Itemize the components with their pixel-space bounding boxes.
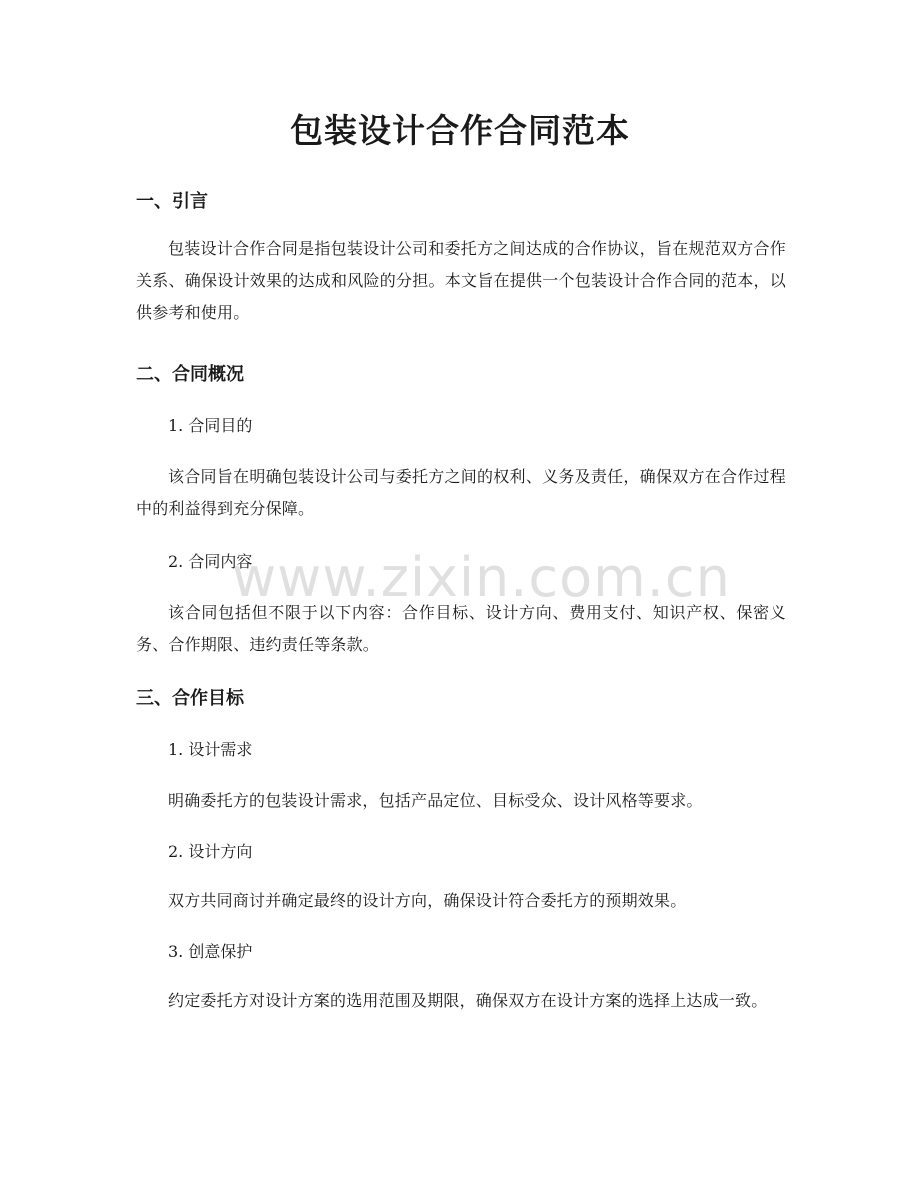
subheading-creative-protection: 3. 创意保护 (168, 942, 253, 961)
paragraph-creative-protection: 约定委托方对设计方案的选用范围及期限，确保双方在设计方案的选择上达成一致。 (168, 991, 768, 1010)
section-paragraph-introduction: 包装设计合作合同是指包装设计公司和委托方之间达成的合作协议，旨在规范双方合作关系、确保设计效果的达成和风险的分担。本文旨在提供一个包装设计合作合同的范本，以供参考和使用。 (136, 239, 786, 322)
subheading-contract-purpose: 1. 合同目的 (168, 416, 253, 435)
watermark-text: www.zixin.com.cn (232, 546, 731, 609)
paragraph-contract-content: 该合同包括但不限于以下内容：合作目标、设计方向、费用支付、知识产权、保密义务、合作期限、违约责任等条款。 (136, 603, 786, 654)
paragraph-design-requirements: 明确委托方的包装设计需求，包括产品定位、目标受众、设计风格等要求。 (168, 791, 703, 810)
section-heading-contract-overview: 二、合同概况 (136, 364, 244, 385)
subheading-contract-content: 2. 合同内容 (168, 552, 253, 571)
subheading-design-direction: 2. 设计方向 (168, 842, 253, 861)
document-title: 包装设计合作合同范本 (290, 111, 630, 150)
paragraph-design-direction: 双方共同商讨并确定最终的设计方向，确保设计符合委托方的预期效果。 (168, 891, 687, 910)
paragraph-contract-purpose: 该合同旨在明确包装设计公司与委托方之间的权利、义务及责任，确保双方在合作过程中的利益得到充分保障。 (136, 467, 786, 518)
section-heading-cooperation-goals: 三、合作目标 (136, 688, 244, 709)
subheading-design-requirements: 1. 设计需求 (168, 740, 253, 759)
section-heading-introduction: 一、引言 (136, 191, 208, 212)
